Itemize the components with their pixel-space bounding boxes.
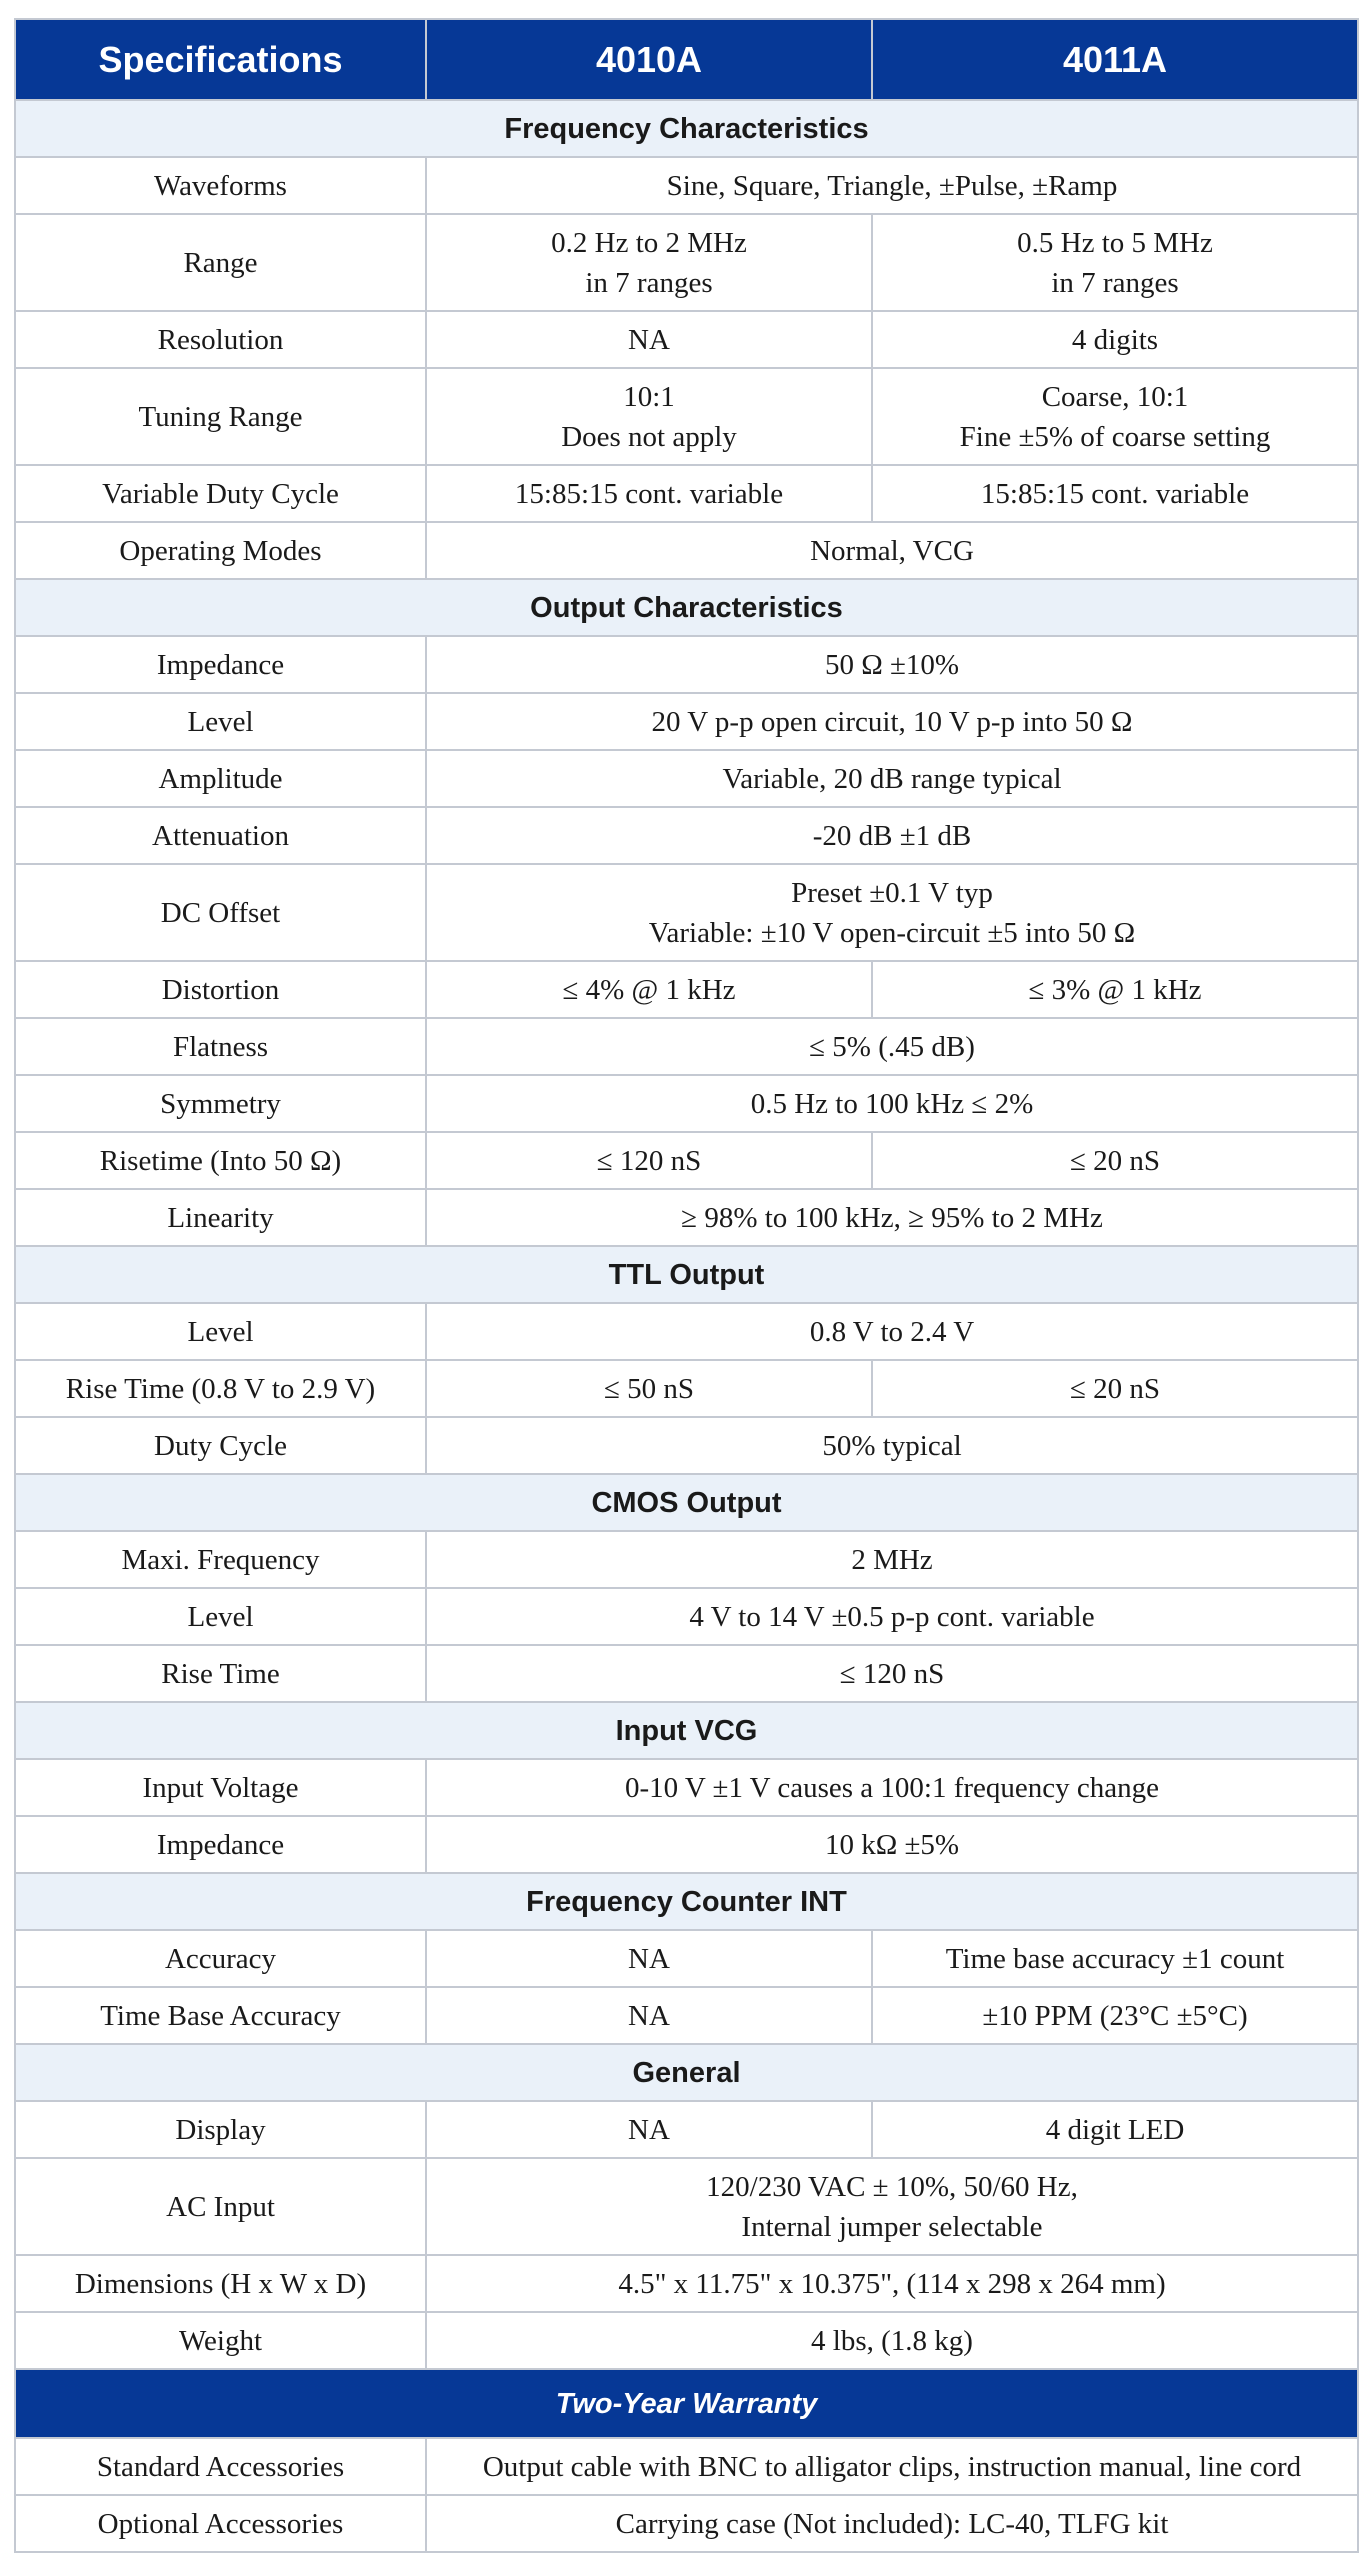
value-4010a: NA — [426, 311, 872, 368]
table-row-waveforms — [15, 157, 1358, 214]
table-row-operating-modes — [15, 522, 1358, 579]
value-both-models: 2 MHz — [426, 1531, 1358, 1588]
value-both-models-line: 120/230 VAC ± 10%, 50/60 Hz, — [706, 2170, 1078, 2203]
table-row-ac-input — [15, 2158, 1358, 2255]
value-4010a: 15:85:15 cont. variable — [426, 465, 872, 522]
table-row-symmetry — [15, 1075, 1358, 1132]
warranty-banner — [15, 2369, 1358, 2438]
value-both-models-line: Variable: ±10 V open-circuit ±5 into 50 Ω — [648, 916, 1136, 949]
table-row-variable-duty-cycle — [15, 465, 1358, 522]
section-frequency-characteristics — [15, 100, 1358, 157]
value-4011a-line: in 7 ranges — [1051, 266, 1179, 299]
value-both-models: 20 V p-p open circuit, 10 V p-p into 50 Ω — [426, 693, 1358, 750]
row-label: Symmetry — [15, 1075, 426, 1132]
value-both-models: 10 kΩ ±5% — [426, 1816, 1358, 1873]
value-4011a: ≤ 20 nS — [872, 1132, 1358, 1189]
value-both-models-line: Internal jumper selectable — [741, 2210, 1043, 2243]
value-4010a-line: 0.2 Hz to 2 MHz — [551, 226, 747, 259]
section-heading: Output Characteristics — [15, 579, 1358, 636]
table-row-accuracy — [15, 1930, 1358, 1987]
value-4010a-line: 10:1 — [623, 380, 675, 413]
value-both-models: -20 dB ±1 dB — [426, 807, 1358, 864]
row-label: Level — [15, 1303, 426, 1360]
section-output-characteristics — [15, 579, 1358, 636]
table-row-range — [15, 214, 1358, 311]
row-label: Dimensions (H x W x D) — [15, 2255, 426, 2312]
table-row-linearity — [15, 1189, 1358, 1246]
value-4011a-line: Coarse, 10:1 — [1041, 380, 1189, 413]
value-4010a: ≤ 50 nS — [426, 1360, 872, 1417]
table-body — [15, 100, 1358, 2552]
value-both-models — [426, 864, 1358, 961]
table-row-standard-accessories — [15, 2438, 1358, 2495]
section-heading: TTL Output — [15, 1246, 1358, 1303]
section-heading: General — [15, 2044, 1358, 2101]
value-4010a: NA — [426, 1930, 872, 1987]
row-label: Risetime (Into 50 Ω) — [15, 1132, 426, 1189]
value-both-models: Carrying case (Not included): LC-40, TLFG kit — [426, 2495, 1358, 2552]
row-label: Standard Accessories — [15, 2438, 426, 2495]
row-label: Impedance — [15, 1816, 426, 1873]
section-input-vcg — [15, 1702, 1358, 1759]
value-4010a: NA — [426, 1987, 872, 2044]
value-both-models-line: Preset ±0.1 V typ — [791, 876, 993, 909]
header-model-4010a: 4010A — [426, 19, 872, 100]
section-heading: CMOS Output — [15, 1474, 1358, 1531]
table-row-weight — [15, 2312, 1358, 2369]
row-label: Rise Time (0.8 V to 2.9 V) — [15, 1360, 426, 1417]
table-row-maxi-frequency — [15, 1531, 1358, 1588]
value-both-models: 4 V to 14 V ±0.5 p-p cont. variable — [426, 1588, 1358, 1645]
value-4010a: ≤ 4% @ 1 kHz — [426, 961, 872, 1018]
section-general — [15, 2044, 1358, 2101]
row-label: Accuracy — [15, 1930, 426, 1987]
value-4010a-line: Does not apply — [561, 420, 737, 453]
value-both-models — [426, 2158, 1358, 2255]
row-label: Optional Accessories — [15, 2495, 426, 2552]
table-row-rise-time — [15, 1645, 1358, 1702]
table-header-row — [15, 19, 1358, 100]
value-4010a — [426, 368, 872, 465]
row-label: Time Base Accuracy — [15, 1987, 426, 2044]
row-label: Level — [15, 693, 426, 750]
warranty-text: Two-Year Warranty — [15, 2369, 1358, 2438]
value-4011a: Time base accuracy ±1 count — [872, 1930, 1358, 1987]
value-4011a-line: Fine ±5% of coarse setting — [959, 420, 1271, 453]
table-row-rise-time-0-8-v-to-2-9-v — [15, 1360, 1358, 1417]
value-4011a: ±10 PPM (23°C ±5°C) — [872, 1987, 1358, 2044]
row-label: Maxi. Frequency — [15, 1531, 426, 1588]
table-row-display — [15, 2101, 1358, 2158]
value-both-models: ≤ 120 nS — [426, 1645, 1358, 1702]
table-row-flatness — [15, 1018, 1358, 1075]
value-both-models: 0.5 Hz to 100 kHz ≤ 2% — [426, 1075, 1358, 1132]
table-row-distortion — [15, 961, 1358, 1018]
row-label: Tuning Range — [15, 368, 426, 465]
value-both-models: 4.5" x 11.75" x 10.375", (114 x 298 x 264 mm) — [426, 2255, 1358, 2312]
table-row-input-voltage — [15, 1759, 1358, 1816]
row-label: Waveforms — [15, 157, 426, 214]
table-row-tuning-range — [15, 368, 1358, 465]
value-4010a-line: in 7 ranges — [585, 266, 713, 299]
row-label: Display — [15, 2101, 426, 2158]
value-both-models: 4 lbs, (1.8 kg) — [426, 2312, 1358, 2369]
value-both-models: Variable, 20 dB range typical — [426, 750, 1358, 807]
value-both-models: 0-10 V ±1 V causes a 100:1 frequency change — [426, 1759, 1358, 1816]
table-row-time-base-accuracy — [15, 1987, 1358, 2044]
table-row-impedance — [15, 1816, 1358, 1873]
value-4011a-line: 0.5 Hz to 5 MHz — [1017, 226, 1213, 259]
row-label: AC Input — [15, 2158, 426, 2255]
table-row-duty-cycle — [15, 1417, 1358, 1474]
row-label: Variable Duty Cycle — [15, 465, 426, 522]
table-row-impedance — [15, 636, 1358, 693]
value-both-models: Normal, VCG — [426, 522, 1358, 579]
row-label: Linearity — [15, 1189, 426, 1246]
section-ttl-output — [15, 1246, 1358, 1303]
value-both-models: 50% typical — [426, 1417, 1358, 1474]
row-label: Resolution — [15, 311, 426, 368]
row-label: Duty Cycle — [15, 1417, 426, 1474]
value-4011a: 15:85:15 cont. variable — [872, 465, 1358, 522]
value-both-models: 0.8 V to 2.4 V — [426, 1303, 1358, 1360]
row-label: Impedance — [15, 636, 426, 693]
value-both-models: ≤ 5% (.45 dB) — [426, 1018, 1358, 1075]
table-row-level — [15, 1588, 1358, 1645]
row-label: Rise Time — [15, 1645, 426, 1702]
table-row-attenuation — [15, 807, 1358, 864]
value-both-models: Output cable with BNC to alligator clips, instruction manual, line cord — [426, 2438, 1358, 2495]
value-4010a: NA — [426, 2101, 872, 2158]
value-4011a: 4 digits — [872, 311, 1358, 368]
row-label: Range — [15, 214, 426, 311]
table-row-resolution — [15, 311, 1358, 368]
row-label: DC Offset — [15, 864, 426, 961]
value-4011a — [872, 214, 1358, 311]
table-row-level — [15, 1303, 1358, 1360]
specifications-table — [14, 18, 1359, 2553]
value-4011a — [872, 368, 1358, 465]
row-label: Operating Modes — [15, 522, 426, 579]
table-row-risetime-into-50 — [15, 1132, 1358, 1189]
section-heading: Frequency Characteristics — [15, 100, 1358, 157]
value-4010a — [426, 214, 872, 311]
header-model-4011a: 4011A — [872, 19, 1358, 100]
value-4010a: ≤ 120 nS — [426, 1132, 872, 1189]
row-label: Weight — [15, 2312, 426, 2369]
table-row-optional-accessories — [15, 2495, 1358, 2552]
value-both-models: 50 Ω ±10% — [426, 636, 1358, 693]
section-heading: Frequency Counter INT — [15, 1873, 1358, 1930]
row-label: Input Voltage — [15, 1759, 426, 1816]
value-4011a: ≤ 20 nS — [872, 1360, 1358, 1417]
row-label: Flatness — [15, 1018, 426, 1075]
header-specifications: Specifications — [15, 19, 426, 100]
section-frequency-counter-int — [15, 1873, 1358, 1930]
row-label: Distortion — [15, 961, 426, 1018]
table-row-dc-offset — [15, 864, 1358, 961]
row-label: Amplitude — [15, 750, 426, 807]
row-label: Attenuation — [15, 807, 426, 864]
section-heading: Input VCG — [15, 1702, 1358, 1759]
section-cmos-output — [15, 1474, 1358, 1531]
table-row-amplitude — [15, 750, 1358, 807]
row-label: Level — [15, 1588, 426, 1645]
value-4011a: ≤ 3% @ 1 kHz — [872, 961, 1358, 1018]
value-4011a: 4 digit LED — [872, 2101, 1358, 2158]
table-row-dimensions-h-x-w-x-d — [15, 2255, 1358, 2312]
table-row-level — [15, 693, 1358, 750]
value-both-models: ≥ 98% to 100 kHz, ≥ 95% to 2 MHz — [426, 1189, 1358, 1246]
value-both-models: Sine, Square, Triangle, ±Pulse, ±Ramp — [426, 157, 1358, 214]
